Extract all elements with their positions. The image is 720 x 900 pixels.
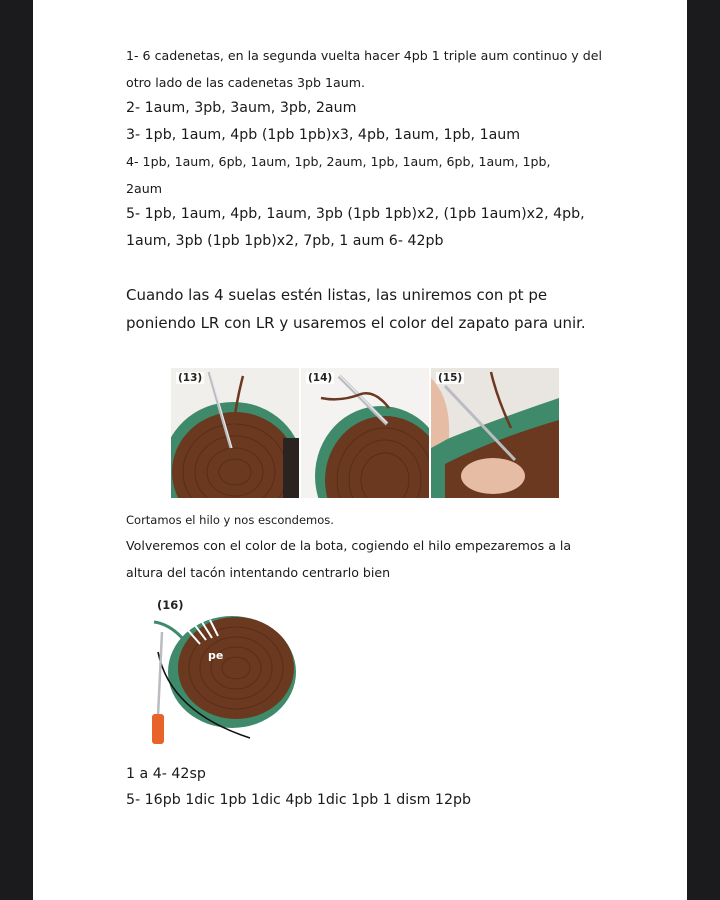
boot-color-line-2: altura del tacón intentando centrarlo bien [126, 565, 391, 580]
document-page [33, 0, 687, 900]
join-soles-line-1: Cuando las 4 suelas estén listas, las uniremos con pt pe [126, 286, 548, 304]
round-4-line-2: 2aum [126, 181, 162, 196]
round-5-final-line: 5- 16pb 1dic 1pb 1dic 4pb 1dic 1pb 1 dism 12pb [126, 792, 471, 808]
step-photo-14 [301, 368, 429, 498]
photo-caption: Cortamos el hilo y nos escondemos. [126, 513, 334, 527]
round-1-line-2: otro lado de las cadenetas 3pb 1aum. [126, 75, 366, 90]
step-number-16: (16) [157, 598, 184, 612]
step-number-15: (15) [438, 372, 463, 384]
round-2-line: 2- 1aum, 3pb, 3aum, 3pb, 2aum [126, 100, 357, 116]
rounds-1-4-line: 1 a 4- 42sp [126, 766, 206, 782]
step-photo-13 [171, 368, 299, 498]
step-photo-15 [431, 368, 559, 498]
step-number-13: (13) [178, 372, 203, 384]
round-5-line-1: 5- 1pb, 1aum, 4pb, 1aum, 3pb (1pb 1pb)x2, (1pb 1aum)x2, 4pb, [126, 206, 585, 222]
round-3-line: 3- 1pb, 1aum, 4pb (1pb 1pb)x3, 4pb, 1aum, 1pb, 1aum [126, 127, 521, 143]
round-4-line-1: 4- 1pb, 1aum, 6pb, 1aum, 1pb, 2aum, 1pb, 1aum, 6pb, 1aum, 1pb, [126, 154, 551, 169]
join-soles-line-2: poniendo LR con LR y usaremos el color del zapato para unir. [126, 314, 586, 332]
boot-color-line-1: Volveremos con el color de la bota, cogiendo el hilo empezaremos a la [126, 538, 572, 553]
step-number-14: (14) [308, 372, 333, 384]
pe-label: pe [208, 649, 224, 662]
step-photo-16 [140, 592, 302, 746]
round-1-line-1: 1- 6 cadenetas, en la segunda vuelta hacer 4pb 1 triple aum continuo y del [126, 48, 603, 63]
round-5-line-2: 1aum, 3pb (1pb 1pb)x2, 7pb, 1 aum 6- 42pb [126, 233, 444, 249]
